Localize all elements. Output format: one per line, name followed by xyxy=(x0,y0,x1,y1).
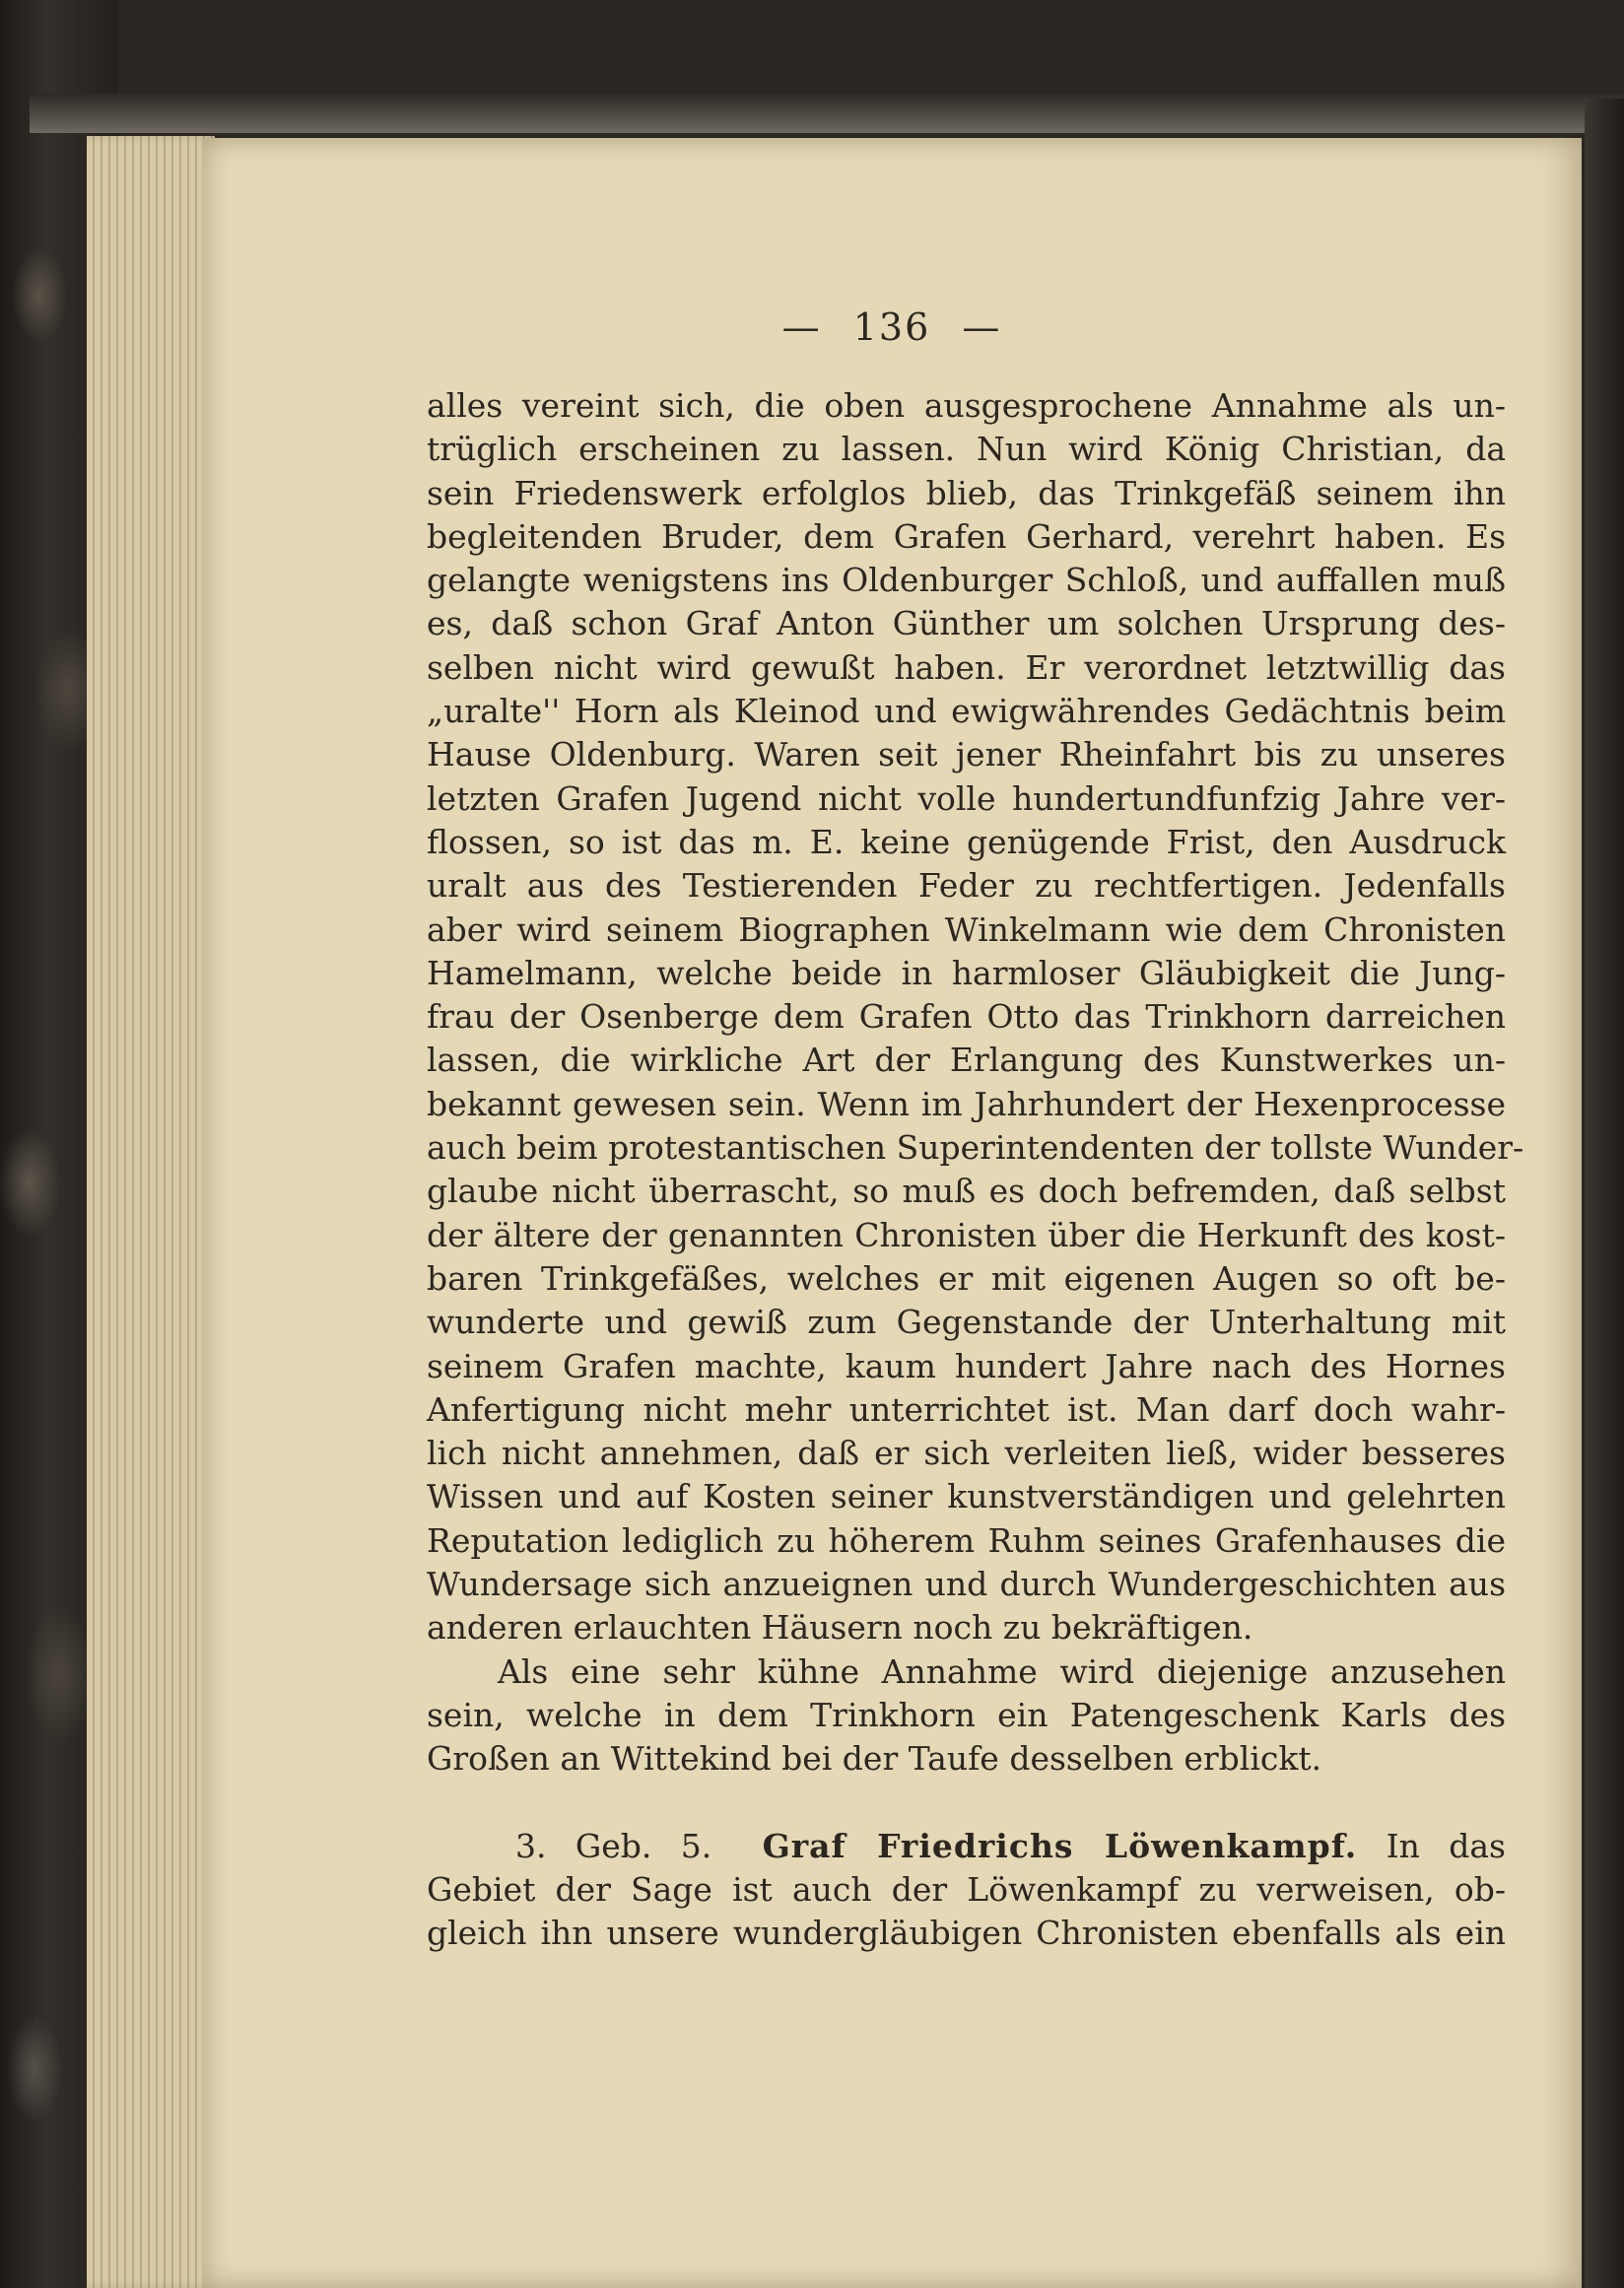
text-line: Gebiet der Sage ist auch der Löwenkampf zu verweisen, ob- xyxy=(427,1869,1506,1909)
text-line: frau der Osenberge dem Grafen Otto das Trinkhorn darreichen xyxy=(427,997,1506,1037)
text-line: selben nicht wird gewußt haben. Er verordnet letztwillig das xyxy=(427,647,1506,687)
paragraph-1 xyxy=(427,384,1524,1650)
text-line: letzten Grafen Jugend nicht volle hundertundfunfzig Jahre ver- xyxy=(427,778,1506,818)
text-line: aber wird seinem Biographen Winkelmann wie dem Chronisten xyxy=(427,909,1506,949)
text-line: uralt aus des Testierenden Feder zu rechtfertigen. Jedenfalls xyxy=(427,866,1506,906)
text-line: Wundersage sich anzueignen und durch Wundergeschichten aus xyxy=(427,1565,1506,1604)
text-line: auch beim protestantischen Superintendenten der tollste Wunder- xyxy=(427,1128,1524,1168)
text-line: seinem Grafen machte, kaum hundert Jahre nach des Hornes xyxy=(427,1346,1506,1385)
text-line: lassen, die wirkliche Art der Erlangung des Kunstwerkes un- xyxy=(427,1041,1506,1080)
cover-right-edge xyxy=(1585,99,1624,2288)
text-line: gleich ihn unsere wundergläubigen Chronisten ebenfalls als ein xyxy=(427,1914,1506,1953)
text-line: Großen an Wittekind bei der Taufe desselben erblickt. xyxy=(427,1739,1322,1779)
section-heading: Graf Friedrichs Löwenkampf. xyxy=(762,1826,1358,1865)
text-line: glaube nicht überrascht, so muß es doch befremden, daß selbst xyxy=(427,1172,1506,1211)
section-first-line-rest: In das xyxy=(1386,1826,1506,1865)
text-line: alles vereint sich, die oben ausgesprochene Annahme als un- xyxy=(427,386,1506,425)
text-line: trüglich erscheinen zu lassen. Nun wird König Christian, da xyxy=(427,430,1506,469)
text-line: Als eine sehr kühne Annahme wird diejenige anzusehen xyxy=(498,1651,1506,1691)
page-number: — 136 — xyxy=(781,305,1002,349)
paragraph-2 xyxy=(427,1650,1506,1782)
text-line: Wissen und auf Kosten seiner kunstverständigen und gelehrten xyxy=(427,1477,1506,1516)
text-line: der ältere der genannten Chronisten über die Herkunft des kost- xyxy=(427,1215,1506,1254)
section-gap xyxy=(427,1782,1506,1825)
section-3 xyxy=(427,1825,1506,1956)
text-line: bekannt gewesen sein. Wenn im Jahrhundert der Hexenprocesse xyxy=(427,1084,1506,1123)
text-line: sein Friedenswerk erfolglos blieb, das Trinkgefäß seinem ihn xyxy=(427,473,1506,512)
text-line: Anfertigung nicht mehr unterrichtet ist. Man darf doch wahr- xyxy=(427,1389,1506,1429)
text-line: gelangte wenigstens ins Oldenburger Schloß, und auffallen muß xyxy=(427,561,1506,600)
text-line: Hause Oldenburg. Waren seit jener Rheinfahrt bis zu unseres xyxy=(427,735,1506,774)
page-text xyxy=(427,384,1524,1955)
text-line: Hamelmann, welche beide in harmloser Gläubigkeit die Jung- xyxy=(427,953,1506,992)
text-line: baren Trinkgefäßes, welches er mit eigenen Augen so oft be- xyxy=(427,1258,1506,1298)
text-line: Reputation lediglich zu höherem Ruhm seines Grafenhauses die xyxy=(427,1520,1506,1560)
cover-top-edge xyxy=(30,94,1624,133)
text-line: wunderte und gewiß zum Gegenstande der Unterhaltung mit xyxy=(427,1303,1506,1342)
text-line: „uralte'' Horn als Kleinod und ewigwährendes Gedächtnis beim xyxy=(427,692,1506,731)
text-line: anderen erlauchten Häusern noch zu bekräftigen. xyxy=(427,1608,1253,1648)
page-edges xyxy=(87,136,215,2288)
section-number: 3. Geb. 5. xyxy=(515,1826,712,1865)
text-line: sein, welche in dem Trinkhorn ein Patengeschenk Karls des xyxy=(427,1695,1506,1734)
text-line: flossen, so ist das m. E. keine genügende Frist, den Ausdruck xyxy=(427,822,1506,861)
text-line: lich nicht annehmen, daß er sich verleiten ließ, wider besseres xyxy=(427,1434,1506,1473)
text-line: begleitenden Bruder, dem Grafen Gerhard, verehrt haben. Es xyxy=(427,516,1506,556)
text-line: es, daß schon Graf Anton Günther um solchen Ursprung des- xyxy=(427,604,1506,643)
section-3-first-line xyxy=(427,1825,1506,1868)
